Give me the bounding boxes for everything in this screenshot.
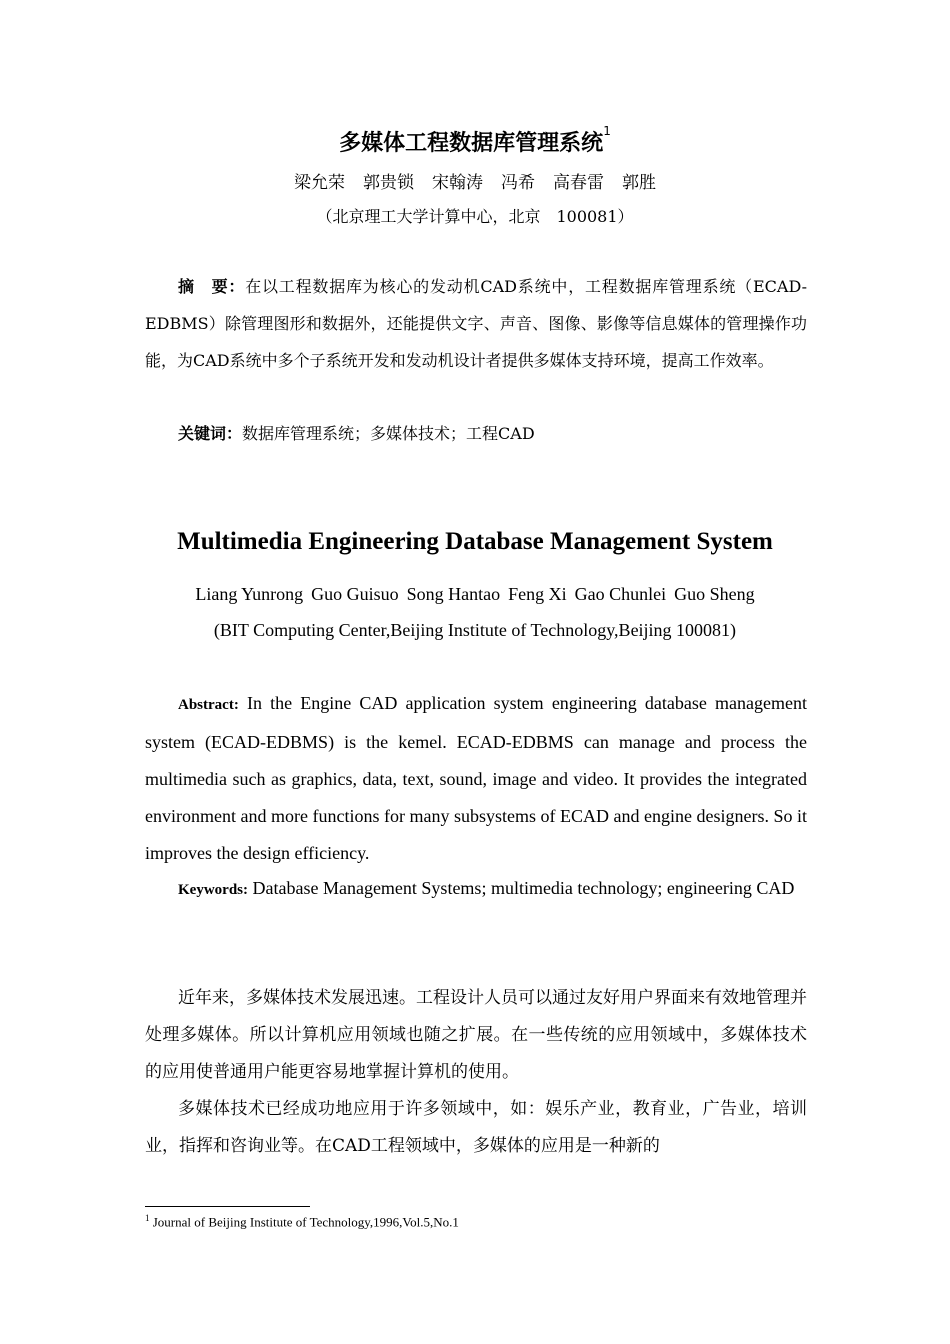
author-cn: 郭胜 bbox=[622, 173, 656, 193]
english-affiliation: (BIT Computing Center,Beijing Institute of Technology,Beijing 100081) bbox=[213, 620, 737, 640]
body-paragraph-1: 近年来，多媒体技术发展迅速。工程设计人员可以通过友好用户界面来有效地管理并处理多媒体。所以计算机应用领域也随之扩展。在一些传统的应用领域中，多媒体技术的应用使普通用户能更容易地掌握计算机的使用。 bbox=[145, 988, 807, 1082]
english-keywords-label: Keywords: bbox=[178, 882, 248, 898]
body-paragraph-2: 多媒体技术已经成功地应用于许多领域中，如：娱乐产业，教育业，广告业，培训业，指挥和咨询业等。在CAD工程领域中，多媒体的应用是一种新的 bbox=[145, 1099, 807, 1156]
chinese-abstract bbox=[145, 268, 807, 379]
author-cn: 冯希 bbox=[501, 173, 535, 193]
author-en: Song Hantao bbox=[406, 584, 501, 604]
author-cn: 宋翰涛 bbox=[432, 173, 483, 193]
english-keywords bbox=[145, 870, 807, 909]
english-abstract-text: In the Engine CAD application system engineering database management system (ECAD-EDBMS) is the kemel. ECAD-EDBMS can manage and process the multimedia such as graphics, data, text, sound, image and video. It provides the integrated environment and more functions for many subsystems of ECAD and engine designers. So it improves the design efficiency. bbox=[145, 693, 807, 863]
author-en: Liang Yunrong bbox=[195, 584, 304, 604]
title-footnote-mark: 1 bbox=[603, 124, 611, 138]
chinese-title-text: 多媒体工程数据库管理系统 bbox=[339, 131, 604, 156]
english-authors bbox=[0, 584, 950, 605]
english-abstract-label: Abstract: bbox=[178, 697, 239, 713]
english-title: Multimedia Engineering Database Management System bbox=[177, 528, 773, 555]
chinese-authors bbox=[0, 168, 950, 193]
footnote-mark: 1 bbox=[145, 1213, 150, 1223]
author-en: Guo Guisuo bbox=[311, 584, 399, 604]
chinese-abstract-text: 在以工程数据库为核心的发动机CAD系统中，工程数据库管理系统（ECAD-EDBMS）除管理图形和数据外，还能提供文字、声音、图像、影像等信息媒体的管理操作功能，为CAD系统中多个子系统开发和发动机设计者提供多媒体支持环境，提高工作效率。 bbox=[145, 277, 807, 370]
english-abstract bbox=[145, 685, 807, 872]
footnote-text: Journal of Beijing Institute of Technology,1996,Vol.5,No.1 bbox=[152, 1214, 459, 1230]
author-en: Guo Sheng bbox=[674, 584, 755, 604]
english-keywords-text: Database Management Systems; multimedia technology; engineering CAD bbox=[252, 878, 795, 898]
author-cn: 高春雷 bbox=[553, 173, 604, 193]
author-en: Feng Xi bbox=[508, 584, 567, 604]
author-cn: 梁允荣 bbox=[294, 173, 345, 193]
chinese-affiliation: （北京理工大学计算中心，北京 100081） bbox=[316, 207, 634, 226]
footnote-divider bbox=[145, 1206, 310, 1207]
author-cn: 郭贵锁 bbox=[363, 173, 414, 193]
chinese-keywords bbox=[145, 415, 807, 452]
chinese-title bbox=[0, 126, 950, 157]
author-en: Gao Chunlei bbox=[574, 584, 667, 604]
chinese-keywords-label: 关键词： bbox=[178, 424, 243, 443]
chinese-keywords-text: 数据库管理系统；多媒体技术；工程CAD bbox=[242, 424, 535, 443]
footnote bbox=[145, 1213, 459, 1230]
chinese-abstract-label: 摘 要： bbox=[178, 277, 246, 296]
